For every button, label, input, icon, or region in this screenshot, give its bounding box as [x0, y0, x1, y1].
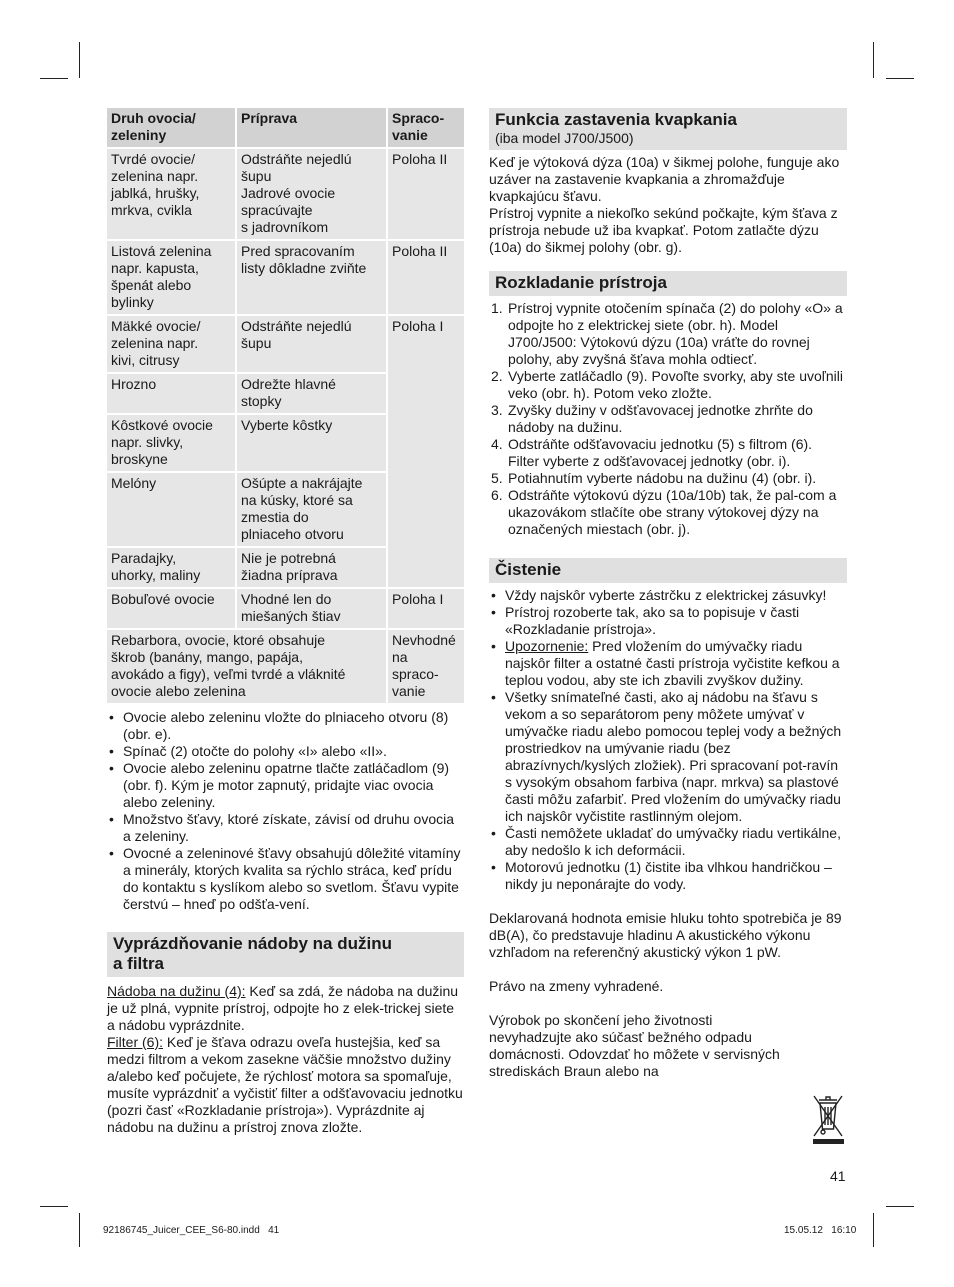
- list-item: 4. Odstráňte odšťavovaciu jednotku (5) s filtrom (6). Filter vyberte z odšťavovacej jednotky (obr. i).: [491, 436, 813, 469]
- crop-mark: [886, 78, 914, 79]
- table-header-row: [107, 108, 464, 147]
- fruit-preparation-table: [105, 106, 466, 705]
- list-item: • Množstvo šťavy, ktoré získate, závisí od druhu ovocia a zeleniny.: [107, 811, 464, 845]
- list-item: 6. Odstráňte výtokovú dýzu (10a/10b) tak, že pal-com a ukazovákom stlačíte obe strany výtokovej dýzy na označených miestach (obr. j).: [491, 487, 837, 537]
- fruit-type-cell: Tvrdé ovocie/ zelenina napr. jablká, hrušky, mrkva, cvikla: [107, 149, 235, 239]
- list-item: 1. Prístroj vypnite otočením spínača (2) do polohy «O» a odpojte ho z elektrickej siete (obr. h). Model J700/J500: Výtokovú dýzu (10a) vráťte do rovnej polohy, aby zvyšná šťava mohla odtiecť.: [491, 300, 843, 367]
- processing-cell: Poloha II: [388, 149, 464, 239]
- page-number: 41: [830, 1168, 846, 1184]
- rights-reserved: Právo na zmeny vyhradené.: [489, 978, 664, 994]
- footer-filename: 92186745_Juicer_CEE_S6-80.indd 41: [103, 1225, 280, 1236]
- list-item: • Spínač (2) otočte do polohy «I» alebo «II».: [107, 743, 464, 760]
- processing-cell: Nevhodné na spraco- vanie: [388, 630, 464, 703]
- fruit-type-cell: Listová zelenina napr. kapusta, špenát alebo bylinky: [107, 241, 235, 314]
- preparation-cell: Vyberte kôstky: [237, 415, 386, 471]
- processing-cell: Poloha I: [388, 316, 464, 587]
- list-item: 5. Potiahnutím vyberte nádobu na dužinu (4) (obr. i).: [491, 470, 817, 486]
- noise-declaration: Deklarovaná hodnota emisie hluku tohto spotrebiča je 89 dB(A), čo predstavuje hladinu A akustického výkonu vzhľadom na referenčný akustický výkon 1 pW.: [489, 910, 842, 960]
- fruit-type-cell: Melóny: [107, 473, 235, 546]
- section-title: Čistenie: [495, 560, 562, 579]
- fruit-type-cell: Kôstkové ovocie napr. slivky, broskyne: [107, 415, 235, 471]
- drip-stop-text: Keď je výtoková dýza (10a) v šikmej polohe, funguje ako uzáver na zastavenie kvapkania a zhromažďuje kvapkajúcu šťavu. Prístroj vypnite a niekoľko sekúnd počkajte, kým šťava z prístroja nebude už iba kvapkať. Potom zatlačte dýzu (10a) do šikmej polohy (obr. g).: [489, 154, 840, 255]
- crop-mark: [873, 42, 874, 78]
- preparation-cell: Odstráňte nejedlú šupu Jadrové ovocie spracúvajte s jadrovníkom: [237, 149, 386, 239]
- table-row: [107, 241, 464, 314]
- table-header-cell: Spraco- vanie: [388, 108, 464, 147]
- list-item: • Vždy najskôr vyberte zástrčku z elektrickej zásuvky!: [489, 587, 847, 604]
- warning-label: Upozornenie:: [505, 638, 589, 654]
- list-item: • Ovocie alebo zeleninu opatrne tlačte zatláčadlom (9) (obr. f). Kým je motor zapnutý, pridajte viac ovocia alebo zeleniny.: [107, 760, 464, 811]
- list-item: • Časti nemôžete ukladať do umývačky riadu vertikálne, aby nedošlo k ich deformácii.: [489, 825, 847, 859]
- list-item: • Ovocie alebo zeleninu vložte do plniaceho otvoru (8) (obr. e).: [107, 709, 464, 743]
- table-row: [107, 149, 464, 239]
- section-title: Vyprázdňovanie nádoby na dužinu a filtra: [113, 934, 392, 973]
- preparation-cell: Pred spracovaním listy dôkladne zviňte: [237, 241, 386, 314]
- list-item: 3. Zvyšky dužiny v odšťavovacej jednotke zhrňte do nádoby na dužinu.: [491, 402, 813, 435]
- left-column: [107, 108, 464, 1136]
- list-item: • Upozornenie: Pred vložením do umývačky riadu najskôr filter a ostatné časti prístroja vyčistite kefkou a teplou vodou, aby ste ich zbavili zvyškov dužiny.: [489, 638, 847, 689]
- disassembly-heading: [489, 271, 847, 296]
- crop-mark: [79, 1213, 80, 1247]
- right-column: [489, 108, 847, 1080]
- section-subtitle: (iba model J700/J500): [495, 130, 634, 146]
- usage-bullet-list: [107, 709, 464, 913]
- preparation-cell: Nie je potrebná žiadna príprava: [237, 548, 386, 587]
- list-item: • Všetky snímateľné časti, ako aj nádobu na šťavu s vekom a so separátorom peny môžete umývať v umývačke riadu alebo pomocou teplej vody a bežných prostriedkov na umývanie riadu (bez abrazívnych/kyslých zložiek). Pri spracovaní pot-ravín s vysokým obsahom farbiva (napr. mrkva) sa plastové časti môžu zafarbiť. Pred vložením do umývačky riadu ich najskôr vyčistite rastlinným olejom.: [489, 689, 847, 825]
- list-item: • Prístroj rozoberte tak, ako sa to popisuje v časti «Rozkladanie prístroja».: [489, 604, 847, 638]
- preparation-cell: Odrežte hlavné stopky: [237, 374, 386, 413]
- disposal-text: Výrobok po skončení jeho životnosti nevyhadzujte ako súčasť bežného odpadu domácnosti. Odovzdať ho môžete v servisných strediskách Braun alebo na: [489, 1012, 780, 1079]
- processing-cell: Poloha II: [388, 241, 464, 314]
- emptying-heading: [107, 932, 464, 977]
- cleaning-heading: [489, 558, 847, 583]
- paragraph-text: Keď sa zdá, že nádoba na dužinu je už plná, vypnite prístroj, odpojte ho z elek-trickej siete a nádobu vyprázdnite.: [107, 983, 459, 1033]
- table-header-cell: Druh ovocia/ zeleniny: [107, 108, 235, 147]
- preparation-cell: Ošúpte a nakrájajte na kúsky, ktoré sa zmestia do plniaceho otvoru: [237, 473, 386, 546]
- section-title: Funkcia zastavenia kvapkania: [495, 110, 737, 129]
- drip-stop-heading: [489, 108, 847, 150]
- footer-timestamp: 15.05.12 16:10: [784, 1225, 857, 1236]
- disassembly-steps-list: [489, 300, 847, 538]
- paragraph-label: Nádoba na dužinu (4):: [107, 983, 246, 999]
- preparation-cell: Vhodné len do miešaných štiav: [237, 589, 386, 628]
- fruit-type-cell: Mäkké ovocie/ zelenina napr. kivi, citrusy: [107, 316, 235, 372]
- fruit-type-cell: Bobuľové ovocie: [107, 589, 235, 628]
- crossed-out-wheelie-bin-icon: [810, 1092, 846, 1146]
- paragraph-label: Filter (6):: [107, 1034, 163, 1050]
- table-row: [107, 316, 464, 372]
- fruit-type-cell: Hrozno: [107, 374, 235, 413]
- processing-cell: Poloha I: [388, 589, 464, 628]
- list-item: 2. Vyberte zatláčadlo (9). Povoľte svorky, aby ste uvoľnili veko (obr. h). Potom veko zložte.: [491, 368, 843, 401]
- section-title: Rozkladanie prístroja: [495, 273, 667, 292]
- table-row: [107, 589, 464, 628]
- unsuitable-fruit-cell: Rebarbora, ovocie, ktoré obsahuje škrob (banány, mango, papája, avokádo a figy), veľmi tvrdé a vláknité ovocie alebo zelenina: [107, 630, 386, 703]
- paragraph-text: Keď je šťava odrazu oveľa hustejšia, keď sa medzi filtrom a vekom zasekne väčšie množstvo dužiny a/alebo keď počujete, že rýchlosť motora sa spomaľuje, musíte vyprázdniť a vyčistiť filter a odšťavovaciu jednotku (pozri časť «Rozkladanie prístroja»). Vyprázdnite aj nádobu na dužinu a prístroj znova zložte.: [107, 1034, 463, 1135]
- pulp-container-paragraph: [107, 983, 464, 1034]
- table-header-cell: Príprava: [237, 108, 386, 147]
- fruit-type-cell: Paradajky, uhorky, maliny: [107, 548, 235, 587]
- filter-paragraph: [107, 1034, 464, 1136]
- crop-mark: [40, 1206, 68, 1207]
- list-item: • Ovocné a zeleninové šťavy obsahujú dôležité vitamíny a minerály, ktorých kvalita sa rýchlo stráca, keď prídu do kontaktu s kyslíkom alebo so svetlom. Šťavu vypite čerstvú – hneď po odšťa-vení.: [107, 845, 464, 913]
- crop-mark: [873, 1213, 874, 1247]
- crop-mark: [886, 1206, 914, 1207]
- preparation-cell: Odstráňte nejedlú šupu: [237, 316, 386, 372]
- cleaning-bullet-list: [489, 587, 847, 893]
- crop-mark: [40, 78, 68, 79]
- crop-mark: [79, 42, 80, 78]
- list-item: • Motorovú jednotku (1) čistite iba vlhkou handričkou – nikdy ju neponárajte do vody.: [489, 859, 847, 893]
- table-row: [107, 630, 464, 703]
